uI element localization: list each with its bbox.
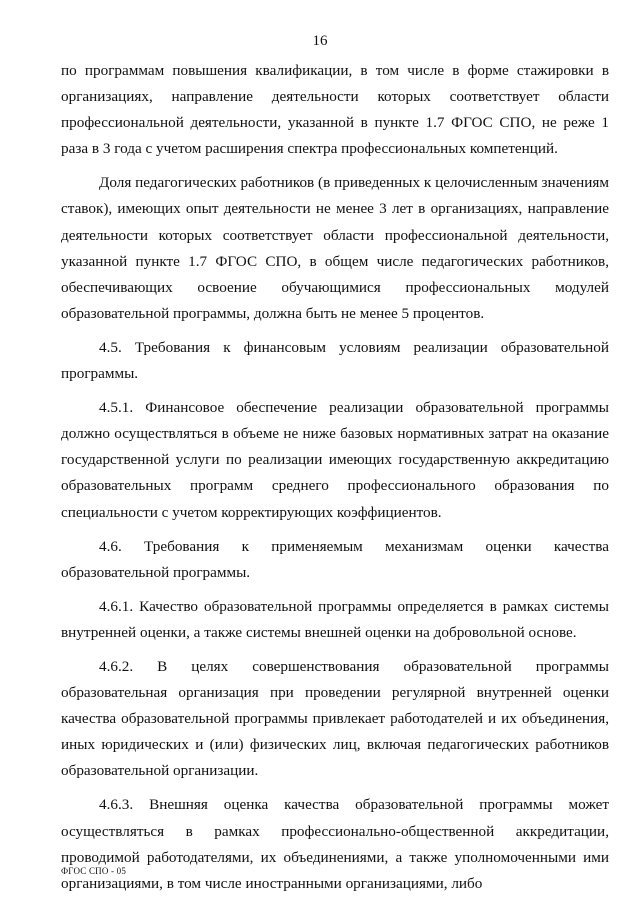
- paragraph-4-5-1: 4.5.1. Финансовое обеспечение реализации образовательной программы должно осуществляться в объеме не ниже базовых нормативных затрат на оказание государственной услуги по реализации имеющих государственную аккредитацию образовательных программ среднего профессионального образования по специальности с учетом корректирующих коэффициентов.: [61, 399, 609, 521]
- paragraph-4-6-3: 4.6.3. Внешняя оценка качества образовательной программы может осуществляться в рамках профессионально-общественной аккредитации, проводимой работодателями, их объединениями, а также уполномоченными ими организациями, в том числе иностранными организациями, либо: [61, 796, 609, 892]
- section-heading-4-5: 4.5. Требования к финансовым условиям реализации образовательной программы.: [61, 338, 609, 383]
- footer-label: ФГОС СПО - 05: [61, 866, 127, 876]
- paragraph-staff-share: Доля педагогических работников (в приведенных к целочисленным значениям ставок), имеющих опыт деятельности не менее 3 лет в организациях, направление деятельности которых соответствует области профессиональной деятельности, указанной пункте 1.7 ФГОС СПО, в общем числе педагогических работников, обеспечивающих освоение обучающимися профессиональных модулей образовательной программы, должна быть не менее 5 процентов.: [61, 174, 609, 322]
- page-body: [61, 58, 609, 897]
- paragraph-4-6-2: 4.6.2. В целях совершенствования образовательной программы образовательная организация при проведении регулярной внутренней оценки качества образовательной программы привлекает работодателей и их объединения, иных юридических и (или) физических лиц, включая педагогических работников образовательной организации.: [61, 657, 609, 780]
- page-number: 16: [312, 33, 328, 49]
- section-heading-4-6: 4.6. Требования к применяемым механизмам оценки качества образовательной программы.: [61, 537, 609, 581]
- paragraph-continuation: по программам повышения квалификации, в том числе в форме стажировки в организациях, направление деятельности которых соответствует области профессиональной деятельности, указанной в пункте 1.7 ФГОС СПО, не реже 1 раза в 3 года с учетом расширения спектра профессиональных компетенций.: [61, 62, 609, 158]
- paragraph-4-6-1: 4.6.1. Качество образовательной программы определяется в рамках системы внутренней оценки, а также системы внешней оценки на добровольной основе.: [61, 597, 609, 641]
